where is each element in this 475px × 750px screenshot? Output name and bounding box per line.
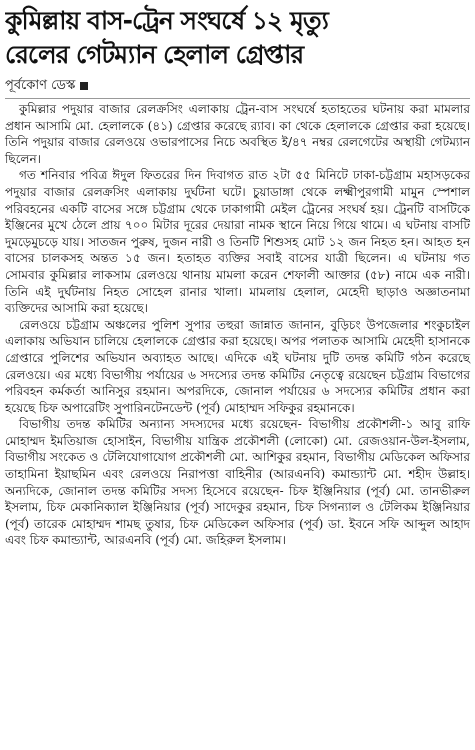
article-body xyxy=(5,101,470,549)
paragraph: গত শনিবার পবিত্র ঈদুল ফিতরের দিন দিবাগত রাত ২টা ৫৫ মিনিটে ঢাকা-চট্টগ্রাম মহাসড়কের পদুয়ার বাজার রেলক্রসিং এলাকায় দুর্ঘটনা ঘটে। চুয়াডাঙ্গা থেকে লক্ষ্মীপুরগামী মামুন স্পেশাল পরিবহনের একটি বাসের সঙ্গে চট্টগ্রাম থেকে ঢাকাগামী মেইল ট্রেনের সংঘর্ষ হয়। ট্রেনটি বাসটিকে ইঞ্জিনের মুখে ঠেলে প্রায় ৭০০ মিটার দূরের দেয়ারা নামক স্থানে নিয়ে গিয়ে থামে। এ ঘটনায় বাসটি দুমড়েমুচড়ে যায়। সাতজন পুরুষ, দুজন নারী ও তিনটি শিশুসহ মোট ১২ জন নিহত হন। আহত হন বাসের চালকসহ অন্তত ১৫ জন। হতাহত ব্যক্তির সবাই বাসের যাত্রী ছিলেন। এ ঘটনায় গত সোমবার কুমিল্লার লাকসাম রেলওয়ে থানায় মামলা করেন শেফালী আক্তার (৫৮) নামে এক নারী। তিনি এই দুর্ঘটনায় নিহত সোহেল রানার খালা। মামলায় হেলাল, মেহেদী ছাড়াও অজ্ঞাতনামা ব্যক্তিদের আসামি করা হয়েছে। xyxy=(5,168,470,316)
paragraph: বিভাগীয় তদন্ত কমিটির অন্যান্য সদস্যদের মধ্যে রয়েছেন- বিভাগীয় প্রকৌশলী-১ আবু রাফি মোহাম্মদ ইমতিয়াজ হোসাইন, বিভাগীয় যান্ত্রিক প্রকৌশলী (লোকো) মো. রেজওয়ান-উল-ইসলাম, বিভাগীয় সংকেত ও টেলিযোগাযোগ প্রকৌশলী মো. আশিকুর রহমান, বিভাগীয় মেডিকেল অফিসার তাহামিনা ইয়াছমিন এবং রেলওয়ে নিরাপত্তা বাহিনীর (আরএনবি) কমান্ড্যান্ট মো. শহীদ উল্লাহ। অন্যদিকে, জোনাল তদন্ত কমিটির সদস্য হিসেবে রয়েছেন- চিফ ইঞ্জিনিয়ার (পূর্ব) মো. তানভীরুল ইসলাম, চিফ মেকানিক্যাল ইঞ্জিনিয়ার (পূর্ব) সাদেকুর রহমান, চিফ সিগন্যাল ও টেলিকম ইঞ্জিনিয়ার (পূর্ব) তারেক মোহাম্মদ শামছ তুষার, চিফ মেডিকেল অফিসার (পূর্ব) ডা. ইবনে সফি আব্দুল আহাদ এবং চিফ কমান্ড্যান্ট, আরএনবি (পূর্ব) মো. জহিরুল ইসলাম। xyxy=(5,417,470,548)
headline xyxy=(5,4,470,72)
headline-line-1: কুমিল্লায় বাস-ট্রেন সংঘর্ষে ১২ মৃত্যু xyxy=(5,6,328,35)
byline xyxy=(5,78,470,94)
paragraph: কুমিল্লার পদুয়ার বাজার রেলক্রসিং এলাকায় ট্রেন-বাস সংঘর্ষে হতাহতের ঘটনায় করা মামলার প্রধান আসামি মো. হেলালকে (৪১) গ্রেপ্তার করেছে র‍্যাব। কা থেকে হেলালকে গ্রেপ্তার করা হয়েছে। তিনি পদুয়ার বাজার রেলওয়ে ওভারপাসের নিচে অবস্থিত ই/৪৭ নম্বর রেলগেটের অস্থায়ী গেটম্যান ছিলেন। xyxy=(5,102,470,166)
byline-text: পূর্বকোণ ডেস্ক xyxy=(5,78,76,93)
square-bullet-icon xyxy=(80,82,88,90)
divider xyxy=(5,98,470,99)
paragraph: রেলওয়ে চট্টগ্রাম অঞ্চলের পুলিশ সুপার তহুরা জান্নাত জানান, বুড়িচং উপজেলার শংকুচাইল এলাকায় অভিযান চালিয়ে হেলালকে গ্রেপ্তার করা হয়েছে। অপর পলাতক আসামি মেহেদী হাসানকে গ্রেপ্তারে পুলিশের অভিযান অব্যাহত আছে। এদিকে এই ঘটনায় দুটি তদন্ত কমিটি গঠন করেছে রেলওয়ে। এর মধ্যে বিভাগীয় পর্যায়ের ৬ সদস্যের তদন্ত কমিটির নেতৃত্বে রয়েছেন চট্টগ্রাম বিভাগের পরিবহন কর্মকর্তা আনিসুর রহমান। অপরদিকে, জোনাল পর্যায়ের ৬ সদস্যের কমিটির প্রধান করা হয়েছে চিফ অপারেটিং সুপারিনটেনডেন্ট (পূর্ব) মোহাম্মদ সফিকুর রহমানকে। xyxy=(5,317,470,415)
headline-line-2: রেলের গেটম্যান হেলাল গ্রেপ্তার xyxy=(5,40,304,69)
